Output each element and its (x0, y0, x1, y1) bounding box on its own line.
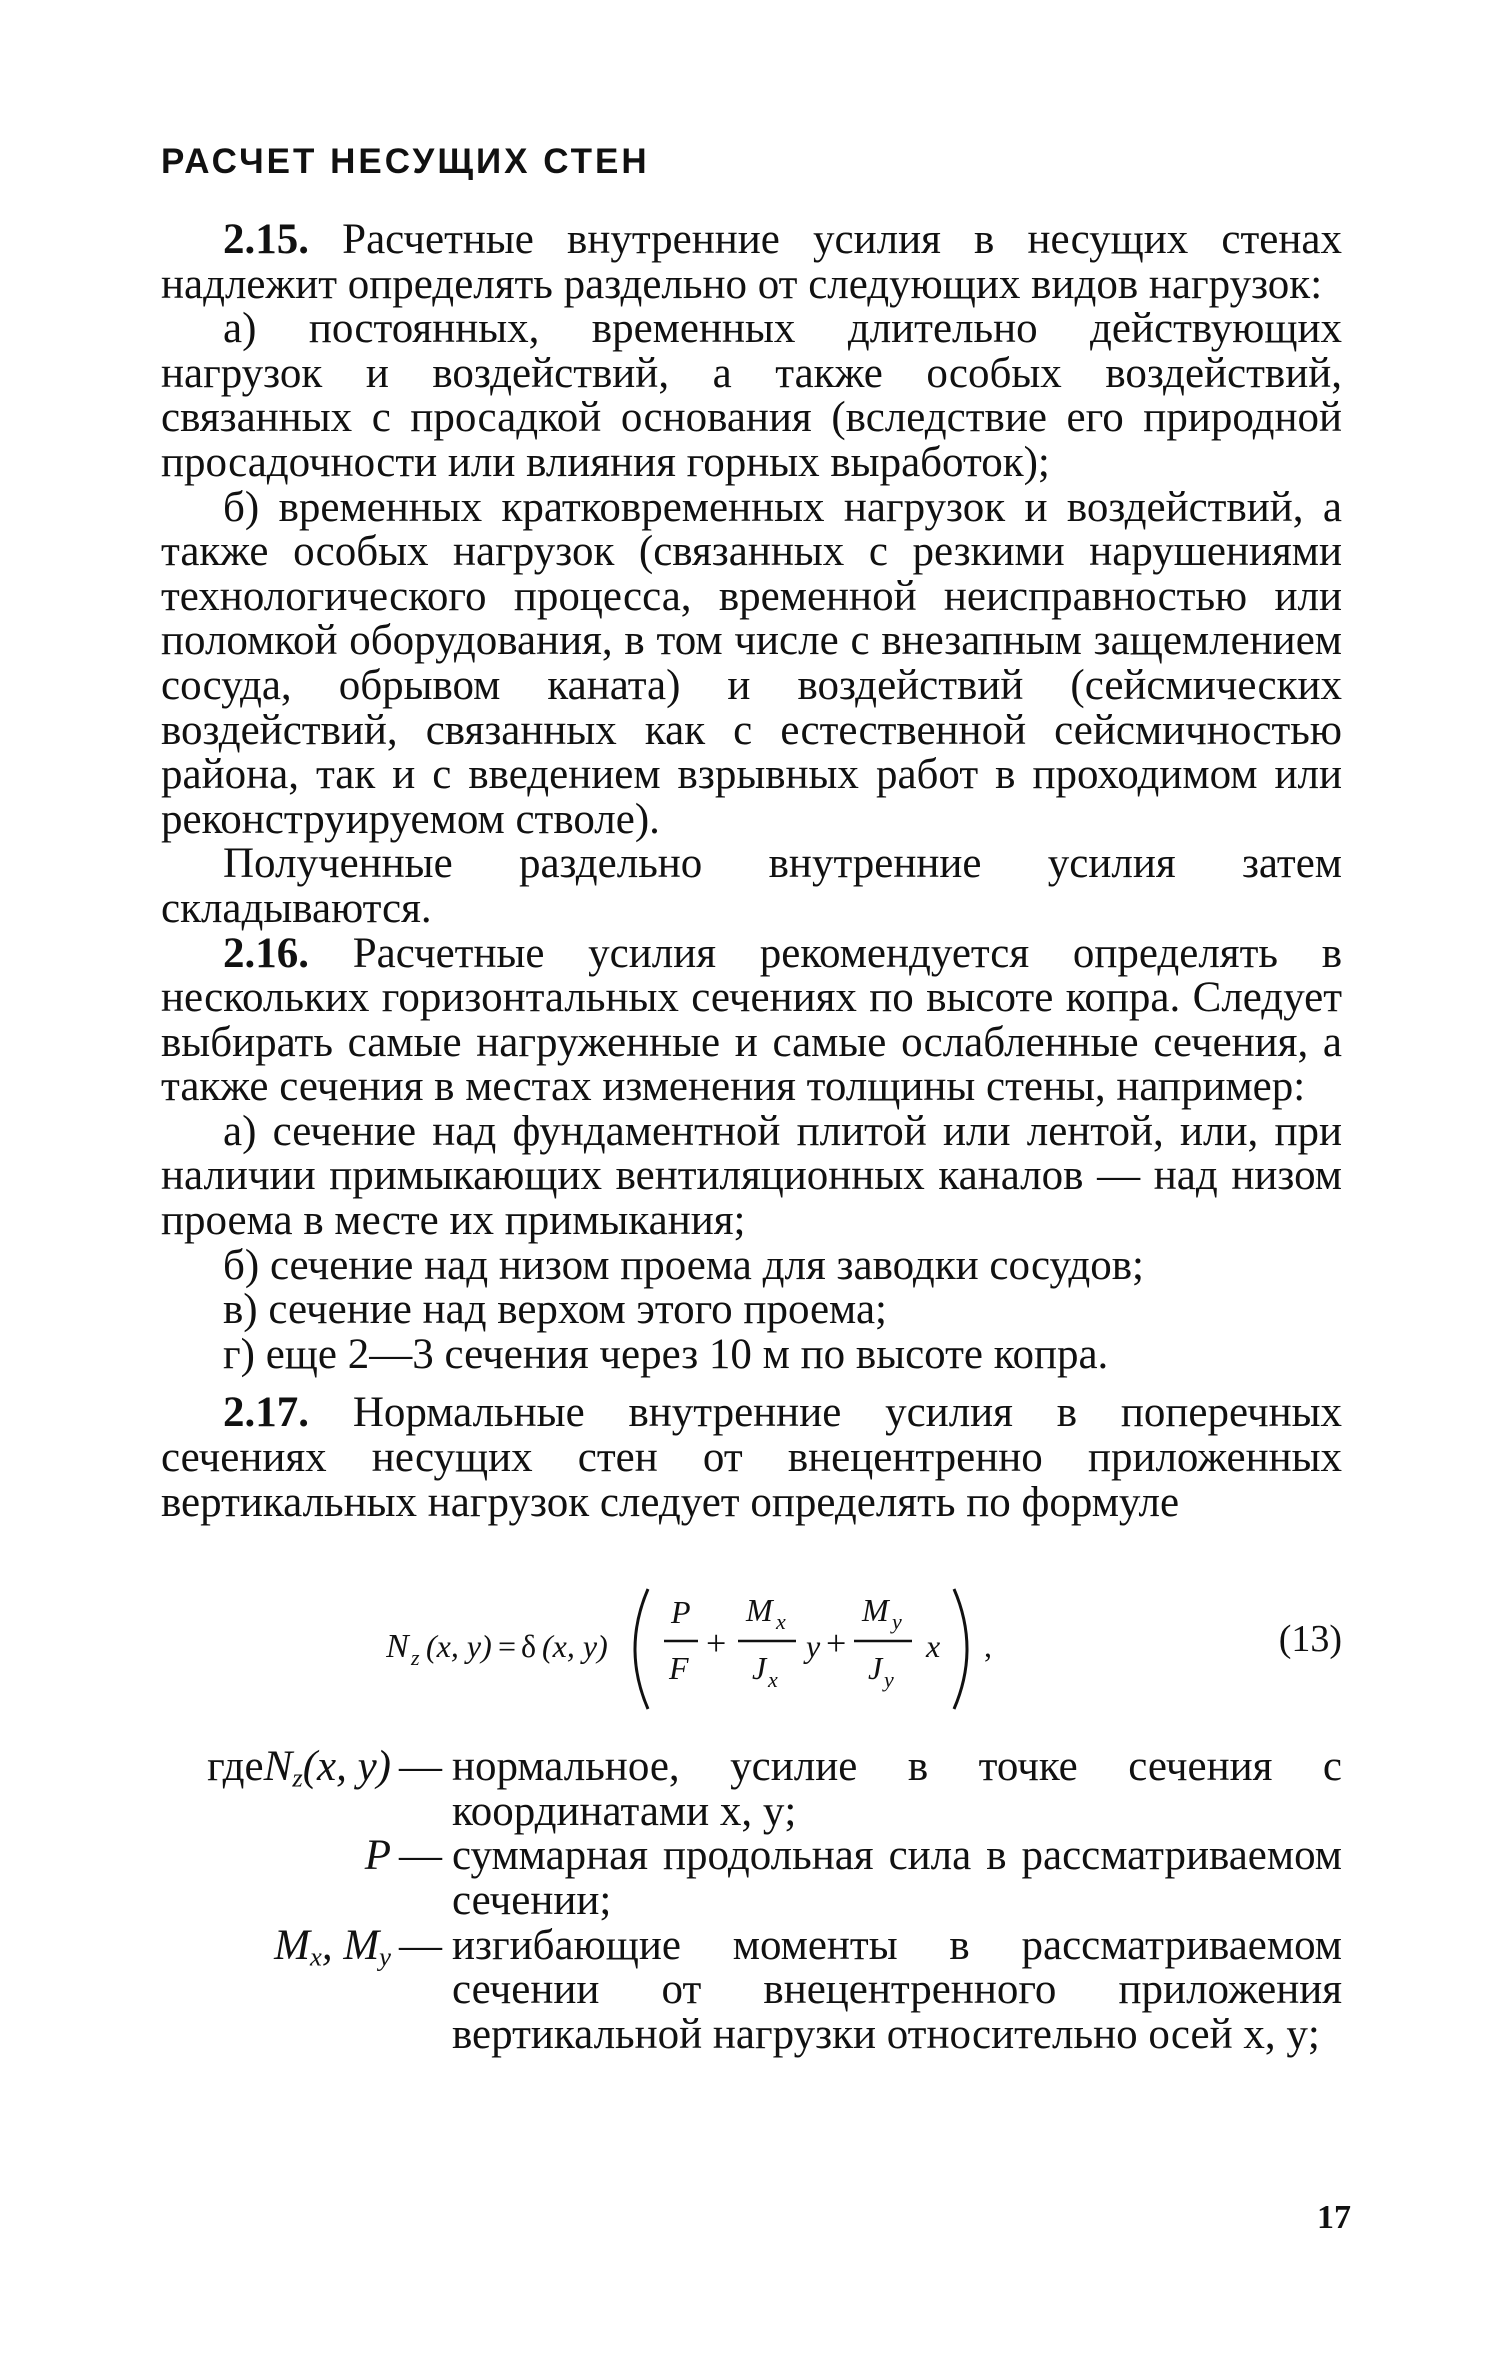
formula-term2-numerator-sub: x (776, 1609, 786, 1635)
formula-lhs-args: (x, y) (426, 1628, 492, 1665)
paragraph-2-15-item-a: а) постоянных, временных длительно действующих нагрузок и воздействий, а также особых воздействий, связанных с просадкой основания (вследствие его природной просадочности или влияния горных выработок); (161, 305, 1342, 486)
formula-term2-numerator: M (746, 1592, 773, 1629)
formula-equals: = (498, 1628, 517, 1665)
paragraph-2-15-conclusion: Полученные раздельно внутренние усилия затем складываются. (161, 840, 1342, 932)
definition-text-mx-my: изгибающие моменты в рассматриваемом сечении от внецентренного приложения вертикальной нагрузки относительно осей x, y; (452, 1921, 1342, 2058)
formula-term2-var: y (806, 1628, 821, 1665)
formula-term3-var: x (926, 1628, 941, 1665)
definition-row (161, 1921, 1342, 2058)
paragraph-2-16-item-v: в) сечение над верхом этого проема; (223, 1286, 888, 1334)
page-number: 17 (1317, 2199, 1351, 2236)
definitions-list (161, 1745, 1342, 2057)
definition-row (161, 1834, 1342, 1923)
formula-trailing-comma: , (984, 1628, 992, 1665)
definition-term-separator: , (321, 1921, 344, 1969)
definition-term-mx: M (274, 1921, 310, 1969)
formula-13 (386, 1561, 1086, 1731)
definition-row (161, 1745, 1342, 1834)
formula-delta: δ (521, 1628, 537, 1665)
definition-dash: — (399, 1743, 442, 1791)
section-heading: РАСЧЕТ НЕСУЩИХ СТЕН (161, 142, 650, 181)
formula-plus-2: + (826, 1623, 847, 1664)
definition-term-nz-args: (x, y) (302, 1743, 391, 1791)
definition-term-nz-sub: z (292, 1762, 303, 1793)
section-number-2-16: 2.16. (223, 929, 309, 977)
formula-term3-denominator: J (868, 1650, 883, 1687)
paragraph-2-15-text: Расчетные внутренние усилия в несущих стенах надлежит определять раздельно от следующих видов нагрузок: (161, 216, 1342, 308)
definition-term-my: M (343, 1921, 380, 1969)
formula-left-paren (635, 1589, 648, 1709)
section-number-2-15: 2.15. (223, 216, 309, 263)
formula-number: (13) (1278, 1618, 1342, 1661)
formula-term2-denominator-sub: x (768, 1667, 778, 1693)
section-number-2-17: 2.17. (223, 1389, 309, 1437)
formula-term3-numerator-sub: y (892, 1609, 902, 1635)
definition-term-mx-sub: x (309, 1941, 322, 1972)
definition-term-nz (161, 1743, 391, 1793)
paragraph-2-16-text: Расчетные усилия рекомендуется определять в нескольких горизонтальных сечениях по высоте копра. Следует выбирать самые нагруженные и самые ослабленные сечения, а также сечения в местах изменения толщины стены, например: (161, 929, 1343, 1111)
definition-term-mx-my (161, 1921, 391, 1972)
formula-plus-1: + (706, 1623, 727, 1664)
paragraph-2-17-text: Нормальные внутренние усилия в поперечных сечениях несущих стен от внецентренно приложенных вертикальных нагрузок следует определять по формуле (161, 1389, 1343, 1526)
formula-row (161, 1561, 1342, 1731)
formula-term1-numerator: P (671, 1594, 691, 1631)
paragraph-2-16-item-g: г) еще 2—3 сечения через 10 м по высоте копра. (223, 1330, 1109, 1378)
definition-term-p: P (364, 1832, 391, 1880)
definition-text-p: суммарная продольная сила в рассматриваемом сечении; (452, 1832, 1342, 1924)
formula-term2-denominator: J (752, 1650, 767, 1687)
page-content (161, 140, 1342, 2057)
formula-term3-denominator-sub: y (884, 1667, 894, 1693)
definition-term-my-sub: y (379, 1941, 391, 1972)
definition-where: где (207, 1743, 264, 1791)
paragraph-2-15-intro (161, 218, 1342, 307)
formula-lhs-sub: z (411, 1645, 420, 1671)
formula-delta-args: (x, y) (542, 1628, 608, 1665)
paragraph-2-16-item-b: б) сечение над низом проема для заводки сосудов; (223, 1241, 1144, 1289)
formula-term1-denominator: F (669, 1650, 689, 1687)
paragraph-2-15-item-b: б) временных кратковременных нагрузок и воздействий, а также особых нагрузок (связанных с резкими нарушениями технологического процесса, временной неисправностью или поломкой оборудования, в том числе с внезапным защемлением сосуда, обрывом каната) и воздействий (сейсмических воздействий, связанных как с естественной сейсмичностью района, так и с введением взрывных работ в проходимом или реконструируемом стволе). (161, 483, 1342, 843)
paragraph-2-16-item-a: а) сечение над фундаментной плитой или лентой, или, при наличии примыкающих вентиляционных каналов — над низом проема в месте их примыкания; (161, 1107, 1342, 1245)
definition-term-nz-symbol: N (263, 1743, 293, 1791)
formula-lhs: N (386, 1628, 409, 1666)
paragraph-2-16-intro (161, 929, 1343, 1111)
paragraph-2-17-intro (161, 1391, 1342, 1525)
formula-term3-numerator: M (862, 1592, 889, 1629)
definition-dash: — (399, 1832, 442, 1880)
definition-text-nz: нормальное, усилие в точке сечения с координатами x, y; (452, 1743, 1342, 1835)
formula-right-paren (954, 1589, 967, 1709)
definition-dash: — (399, 1921, 442, 1969)
